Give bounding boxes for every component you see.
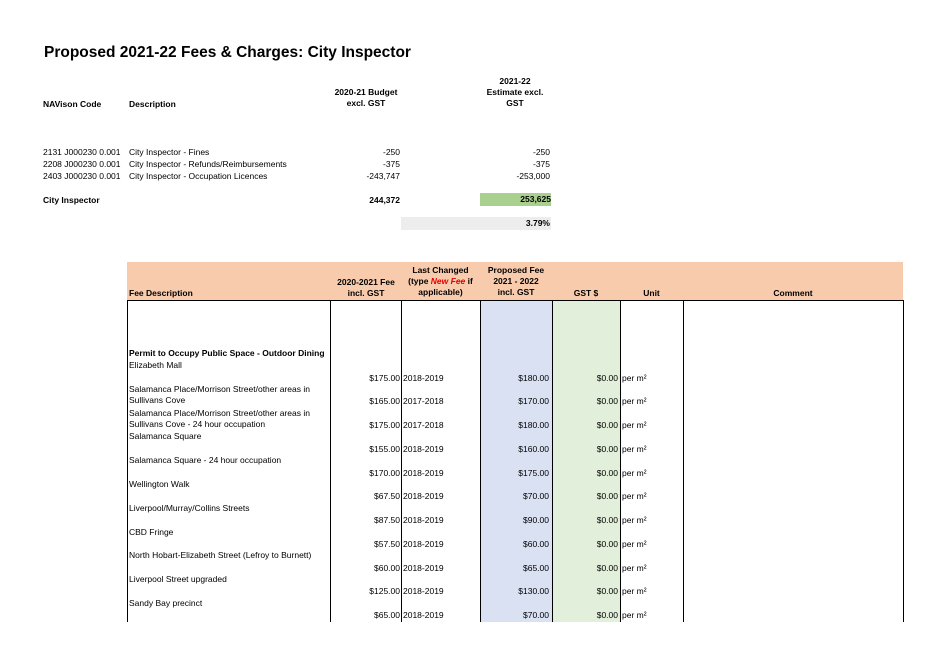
fee-header-unit: Unit: [643, 288, 660, 298]
summary-total-estimate: 253,625: [480, 193, 551, 206]
fee-row-unit: per m²: [622, 396, 647, 406]
summary-row-budget: -250: [382, 147, 400, 157]
fee-row-proposed: $130.00: [518, 586, 549, 596]
fee-row-gst: $0.00: [596, 610, 618, 620]
fee-row-unit: per m²: [622, 563, 647, 573]
fee-row-changed: 2018-2019: [403, 539, 444, 549]
fee-row-description: Liverpool Street upgraded: [129, 574, 227, 584]
summary-row-budget: -375: [382, 159, 400, 169]
grid-line: [683, 300, 684, 622]
fee-row-gst: $0.00: [596, 563, 618, 573]
fee-row-description: Elizabeth Mall: [129, 360, 182, 370]
fee-header-comment: Comment: [773, 288, 813, 298]
fee-row-gst: $0.00: [596, 444, 618, 454]
fee-row-proposed: $170.00: [518, 396, 549, 406]
summary-row-code: 2403 J000230 0.001: [43, 171, 121, 181]
fee-row-changed: 2018-2019: [403, 444, 444, 454]
fee-row-description: Salamanca Place/Morrison Street/other areas in Sullivans Cove - 24 hour occupation: [129, 408, 310, 429]
grid-line: [620, 300, 621, 622]
fee-row-proposed: $90.00: [523, 515, 549, 525]
fee-row-proposed: $65.00: [523, 563, 549, 573]
fee-row-unit: per m²: [622, 444, 647, 454]
grid-line: [127, 300, 128, 622]
fee-row-description: Salamanca Square - 24 hour occupation: [129, 455, 282, 465]
fee-header-2020: 2020-2021 Fee incl. GST: [337, 277, 395, 298]
fee-row-proposed: $180.00: [518, 420, 549, 430]
fee-header-description: Fee Description: [129, 288, 193, 298]
summary-row-description: City Inspector - Refunds/Reimbursements: [129, 159, 287, 169]
header-divider: [127, 300, 904, 301]
summary-row-estimate: -250: [532, 147, 550, 157]
fee-row-description: CBD Fringe: [129, 527, 174, 537]
fee-row-changed: 2017-2018: [403, 396, 444, 406]
fee-row-unit: per m²: [622, 373, 647, 383]
fee-row-fee: $60.00: [374, 563, 400, 573]
page-title: Proposed 2021-22 Fees & Charges: City Inspector: [44, 44, 411, 61]
fee-row-proposed: $70.00: [523, 610, 549, 620]
fee-row-unit: per m²: [622, 420, 647, 430]
fee-row-fee: $175.00: [369, 420, 400, 430]
fee-row-changed: 2018-2019: [403, 563, 444, 573]
fee-row-unit: per m²: [622, 586, 647, 596]
fee-row-description: Wellington Walk: [129, 479, 190, 489]
section-title: Permit to Occupy Public Space - Outdoor Dining: [129, 348, 325, 358]
fee-row-gst: $0.00: [596, 396, 618, 406]
fee-row-gst: $0.00: [596, 373, 618, 383]
fee-row-gst: $0.00: [596, 468, 618, 478]
fee-row-unit: per m²: [622, 610, 647, 620]
summary-row-code: 2131 J000230 0.001: [43, 147, 121, 157]
fee-row-fee: $57.50: [374, 539, 400, 549]
fee-row-unit: per m²: [622, 539, 647, 549]
fee-row-unit: per m²: [622, 515, 647, 525]
fee-row-proposed: $160.00: [518, 444, 549, 454]
summary-row-estimate: -253,000: [516, 171, 550, 181]
grid-line: [401, 300, 402, 622]
col-header-description: Description: [129, 99, 176, 109]
fee-row-description: Liverpool/Murray/Collins Streets: [129, 503, 250, 513]
fee-row-gst: $0.00: [596, 491, 618, 501]
fee-row-gst: $0.00: [596, 420, 618, 430]
summary-row-code: 2208 J000230 0.001: [43, 159, 121, 169]
fee-row-changed: 2018-2019: [403, 610, 444, 620]
fee-row-gst: $0.00: [596, 586, 618, 596]
fee-row-changed: 2018-2019: [403, 515, 444, 525]
fee-row-description: Salamanca Place/Morrison Street/other areas in Sullivans Cove: [129, 384, 310, 405]
fee-header-gst: GST $: [573, 288, 599, 298]
fee-row-fee: $65.00: [374, 610, 400, 620]
fee-row-proposed: $180.00: [518, 373, 549, 383]
col-header-budget: 2020-21 Budget excl. GST: [334, 87, 398, 108]
grid-line: [903, 300, 904, 622]
col-header-code: NAVison Code: [43, 99, 102, 109]
fee-row-fee: $165.00: [369, 396, 400, 406]
fee-row-proposed: $175.00: [518, 468, 549, 478]
fee-row-fee: $175.00: [369, 373, 400, 383]
fee-row-proposed: $70.00: [523, 491, 549, 501]
fee-row-description: Sandy Bay precinct: [129, 598, 203, 608]
fee-row-fee: $67.50: [374, 491, 400, 501]
col-header-estimate: 2021-22 Estimate excl. GST: [486, 76, 544, 108]
summary-row-estimate: -375: [532, 159, 550, 169]
fee-row-description: North Hobart-Elizabeth Street (Lefroy to Burnett): [129, 550, 312, 560]
fee-header-proposed: Proposed Fee 2021 - 2022 incl. GST: [487, 265, 545, 297]
change-percent: 3.79%: [525, 218, 550, 228]
summary-row-budget: -243,747: [366, 171, 400, 181]
fee-row-fee: $170.00: [369, 468, 400, 478]
fee-row-fee: $125.00: [369, 586, 400, 596]
fee-header-last-changed: Last Changed (type New Fee if applicable): [408, 265, 473, 297]
fee-row-changed: 2018-2019: [403, 491, 444, 501]
summary-row-description: City Inspector - Occupation Licences: [129, 171, 268, 181]
fee-row-unit: per m²: [622, 468, 647, 478]
summary-total-budget: 244,372: [369, 195, 400, 205]
fee-row-fee: $87.50: [374, 515, 400, 525]
fee-row-gst: $0.00: [596, 515, 618, 525]
fee-row-changed: 2018-2019: [403, 373, 444, 383]
fee-row-changed: 2018-2019: [403, 586, 444, 596]
summary-total-label: City Inspector: [43, 195, 100, 205]
fee-row-gst: $0.00: [596, 539, 618, 549]
fee-row-changed: 2017-2018: [403, 420, 444, 430]
fee-row-proposed: $60.00: [523, 539, 549, 549]
fee-row-fee: $155.00: [369, 444, 400, 454]
fee-row-changed: 2018-2019: [403, 468, 444, 478]
fee-row-description: Salamanca Square: [129, 431, 202, 441]
fee-row-unit: per m²: [622, 491, 647, 501]
summary-row-description: City Inspector - Fines: [129, 147, 210, 157]
